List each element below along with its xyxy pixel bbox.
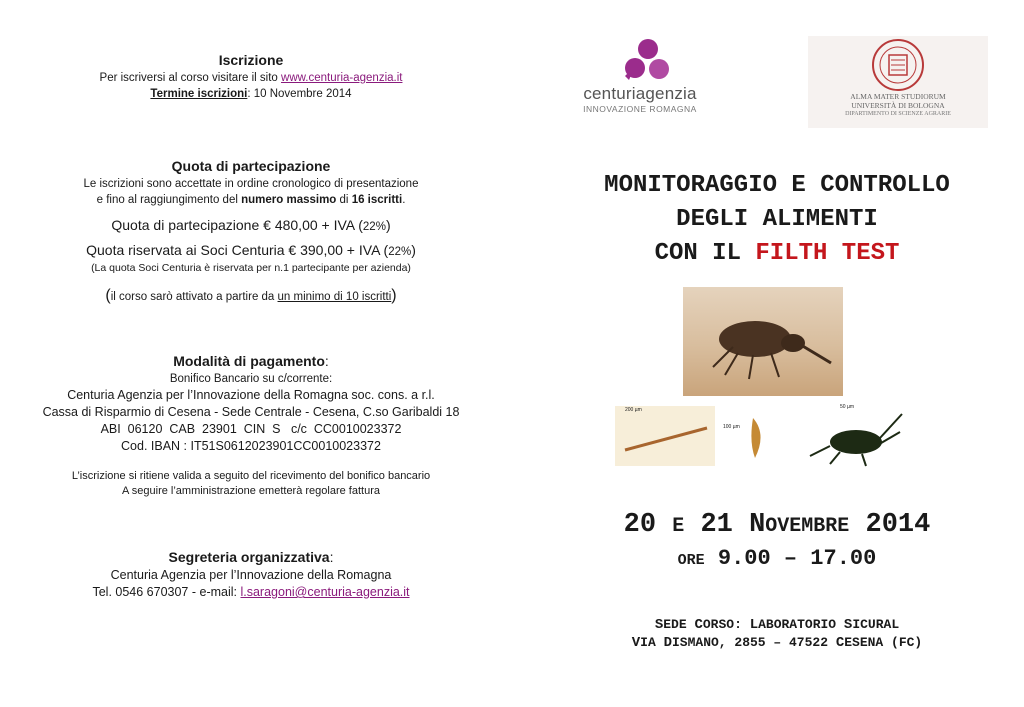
pagamento-line: Cassa di Risparmio di Cesena - Sede Centrale - Cesena, C.so Garibaldi 18	[42, 405, 460, 419]
sede-l1g: S	[843, 617, 853, 633]
right-column	[530, 0, 1024, 707]
microscope-strip	[615, 402, 910, 470]
price1-main: Quota di partecipazione € 480,00 + IVA (	[111, 217, 363, 233]
price1-close: )	[385, 217, 391, 233]
pagamento-note2: A seguire l’amministrazione emetterà regolare fattura	[121, 485, 380, 497]
unibo-seal-icon	[871, 38, 925, 92]
pagamento-line: Centuria Agenzia per l’Innovazione della Romagna soc. cons. a r.l.	[67, 388, 435, 402]
sede-block	[530, 616, 1024, 652]
quota-price2	[30, 241, 472, 260]
price2-pct: 22%	[388, 246, 412, 258]
pagamento-line: Cod. IBAN : IT51S0612023901CC0010023372	[121, 439, 381, 453]
website-link[interactable]: www.centuria-agenzia.it	[281, 72, 403, 84]
iscrizione-section	[30, 52, 472, 102]
sede-line2	[530, 634, 1024, 652]
title-line1: MONITORAGGIO E CONTROLLO	[604, 172, 950, 199]
segreteria-title-text: Segreteria organizzativa	[168, 549, 330, 565]
termine-label: Termine iscrizioni	[150, 88, 248, 100]
termine-value: : 10 Novembre 2014	[247, 88, 352, 100]
centuria-logo	[570, 38, 710, 118]
quota-title: Quota di partecipazione	[171, 158, 331, 174]
event-day2: 21 N	[684, 510, 766, 540]
pagamento-line: Bonifico Bancario su c/corrente:	[169, 373, 333, 385]
price2-main: Quota riservata ai Soci Centuria € 390,00 + IVA (	[86, 242, 389, 258]
insect-fragment-icon	[723, 412, 793, 464]
event-day1: 20	[623, 510, 673, 540]
left-column	[30, 52, 472, 601]
sede-l2e: C	[835, 635, 845, 651]
activation-open: (	[105, 287, 111, 304]
sede-l2b: IA	[640, 635, 664, 650]
event-ore: ORE	[677, 552, 705, 569]
quota-line1: Le iscrizioni sono accettate in ordine cronologico di presentazione	[83, 178, 419, 190]
event-year: 2014	[849, 510, 931, 540]
email-link[interactable]: l.saragoni@centuria-agenzia.it	[240, 585, 410, 599]
activation-close: )	[391, 287, 397, 304]
event-hours-value: 9.00 – 17.00	[704, 546, 877, 571]
sede-l1a: S	[654, 617, 664, 633]
activation-text: il corso sarò attivato a partire da	[110, 291, 278, 303]
event-and: E	[672, 515, 685, 538]
centuria-subtitle: INNOVAZIONE ROMAGNA	[583, 104, 697, 114]
hair-fragment-icon	[615, 406, 715, 466]
micro-fragment-image	[723, 412, 793, 464]
quota-max-label: numero massimo	[241, 194, 337, 206]
quota-section	[30, 158, 472, 305]
sede-l1b: EDE	[663, 617, 695, 632]
segreteria-section	[30, 549, 472, 601]
quota-max-value: 16 iscritti	[351, 194, 403, 206]
event-hours	[530, 546, 1024, 571]
quota-note: (La quota Soci Centuria è riservata per n.1 partecipante per azienda)	[91, 262, 411, 274]
segreteria-colon: :	[329, 549, 334, 565]
insect-larva-icon	[800, 402, 910, 470]
micro-insect-image	[800, 402, 910, 470]
activation-min: un minimo di 10 iscritti	[277, 291, 392, 303]
title-filth-test: FILTH TEST	[755, 240, 900, 267]
centuria-dots-icon	[615, 38, 675, 82]
unibo-line1: ALMA MATER STUDIORUM	[850, 92, 946, 101]
pagamento-title	[30, 353, 472, 369]
unibo-logo	[808, 36, 988, 128]
quota-line2-prefix: e fino al raggiungimento del	[96, 194, 242, 206]
quota-line2	[30, 192, 472, 208]
pagamento-colon: :	[324, 353, 329, 369]
segreteria-title	[30, 549, 472, 565]
iscrizione-text: Per iscriversi al corso visitare il sito	[99, 72, 282, 84]
sede-l1h: ICURAL	[852, 617, 900, 632]
sede-l1d: ORSO:	[702, 617, 750, 632]
sede-l2c: D	[663, 635, 672, 651]
event-month: OVEMBRE	[765, 515, 850, 538]
sede-l2f: ESENA (FC)	[844, 635, 923, 650]
quota-price1	[30, 216, 472, 235]
price1-pct: 22%	[362, 221, 386, 233]
segreteria-line2	[30, 584, 472, 601]
pagamento-title-text: Modalità di pagamento	[173, 353, 325, 369]
pagamento-line: ABI 06120 CAB 23901 CIN S c/c CC0010023372	[100, 422, 402, 436]
segreteria-line1: Centuria Agenzia per l’Innovazione della Romagna	[110, 568, 392, 582]
micro-label-50: 50 µm	[840, 404, 854, 410]
termine-line	[30, 86, 472, 102]
segreteria-tel: Tel. 0546 670307 - e-mail:	[92, 585, 241, 599]
sede-l1f: ABORATORIO	[758, 617, 844, 632]
pagamento-note1: L’iscrizione si ritiene valida a seguito del ricevimento del bonifico bancario	[71, 470, 431, 482]
centuria-name: centuriagenzia	[583, 84, 697, 103]
title-line3	[530, 240, 1024, 267]
unibo-line3: DIPARTIMENTO DI SCIENZE AGRARIE	[845, 111, 951, 117]
quota-line2-mid: di	[336, 194, 352, 206]
title-line3-prefix: CON IL	[654, 240, 756, 267]
iscrizione-line	[30, 70, 472, 86]
title-line2: DEGLI ALIMENTI	[676, 206, 878, 233]
weevil-photo	[683, 287, 843, 396]
micro-label-200: 200 µm	[625, 407, 642, 413]
price2-close: )	[411, 242, 416, 258]
activation-line	[30, 288, 472, 305]
weevil-icon	[683, 287, 843, 396]
event-date	[530, 510, 1024, 540]
micro-label-100: 100 µm	[723, 424, 740, 430]
micro-hair-image	[615, 406, 715, 466]
sede-line1	[530, 616, 1024, 634]
sede-l2a: V	[631, 635, 641, 651]
sede-l2d: ISMANO, 2855 – 47522	[671, 635, 836, 650]
pagamento-section	[30, 353, 472, 499]
sede-l1c: C	[694, 617, 703, 633]
iscrizione-title: Iscrizione	[218, 52, 284, 68]
unibo-line2: UNIVERSITÀ DI BOLOGNA	[851, 101, 945, 110]
quota-line2-suffix: .	[402, 194, 406, 206]
sede-l1e: L	[749, 617, 759, 633]
